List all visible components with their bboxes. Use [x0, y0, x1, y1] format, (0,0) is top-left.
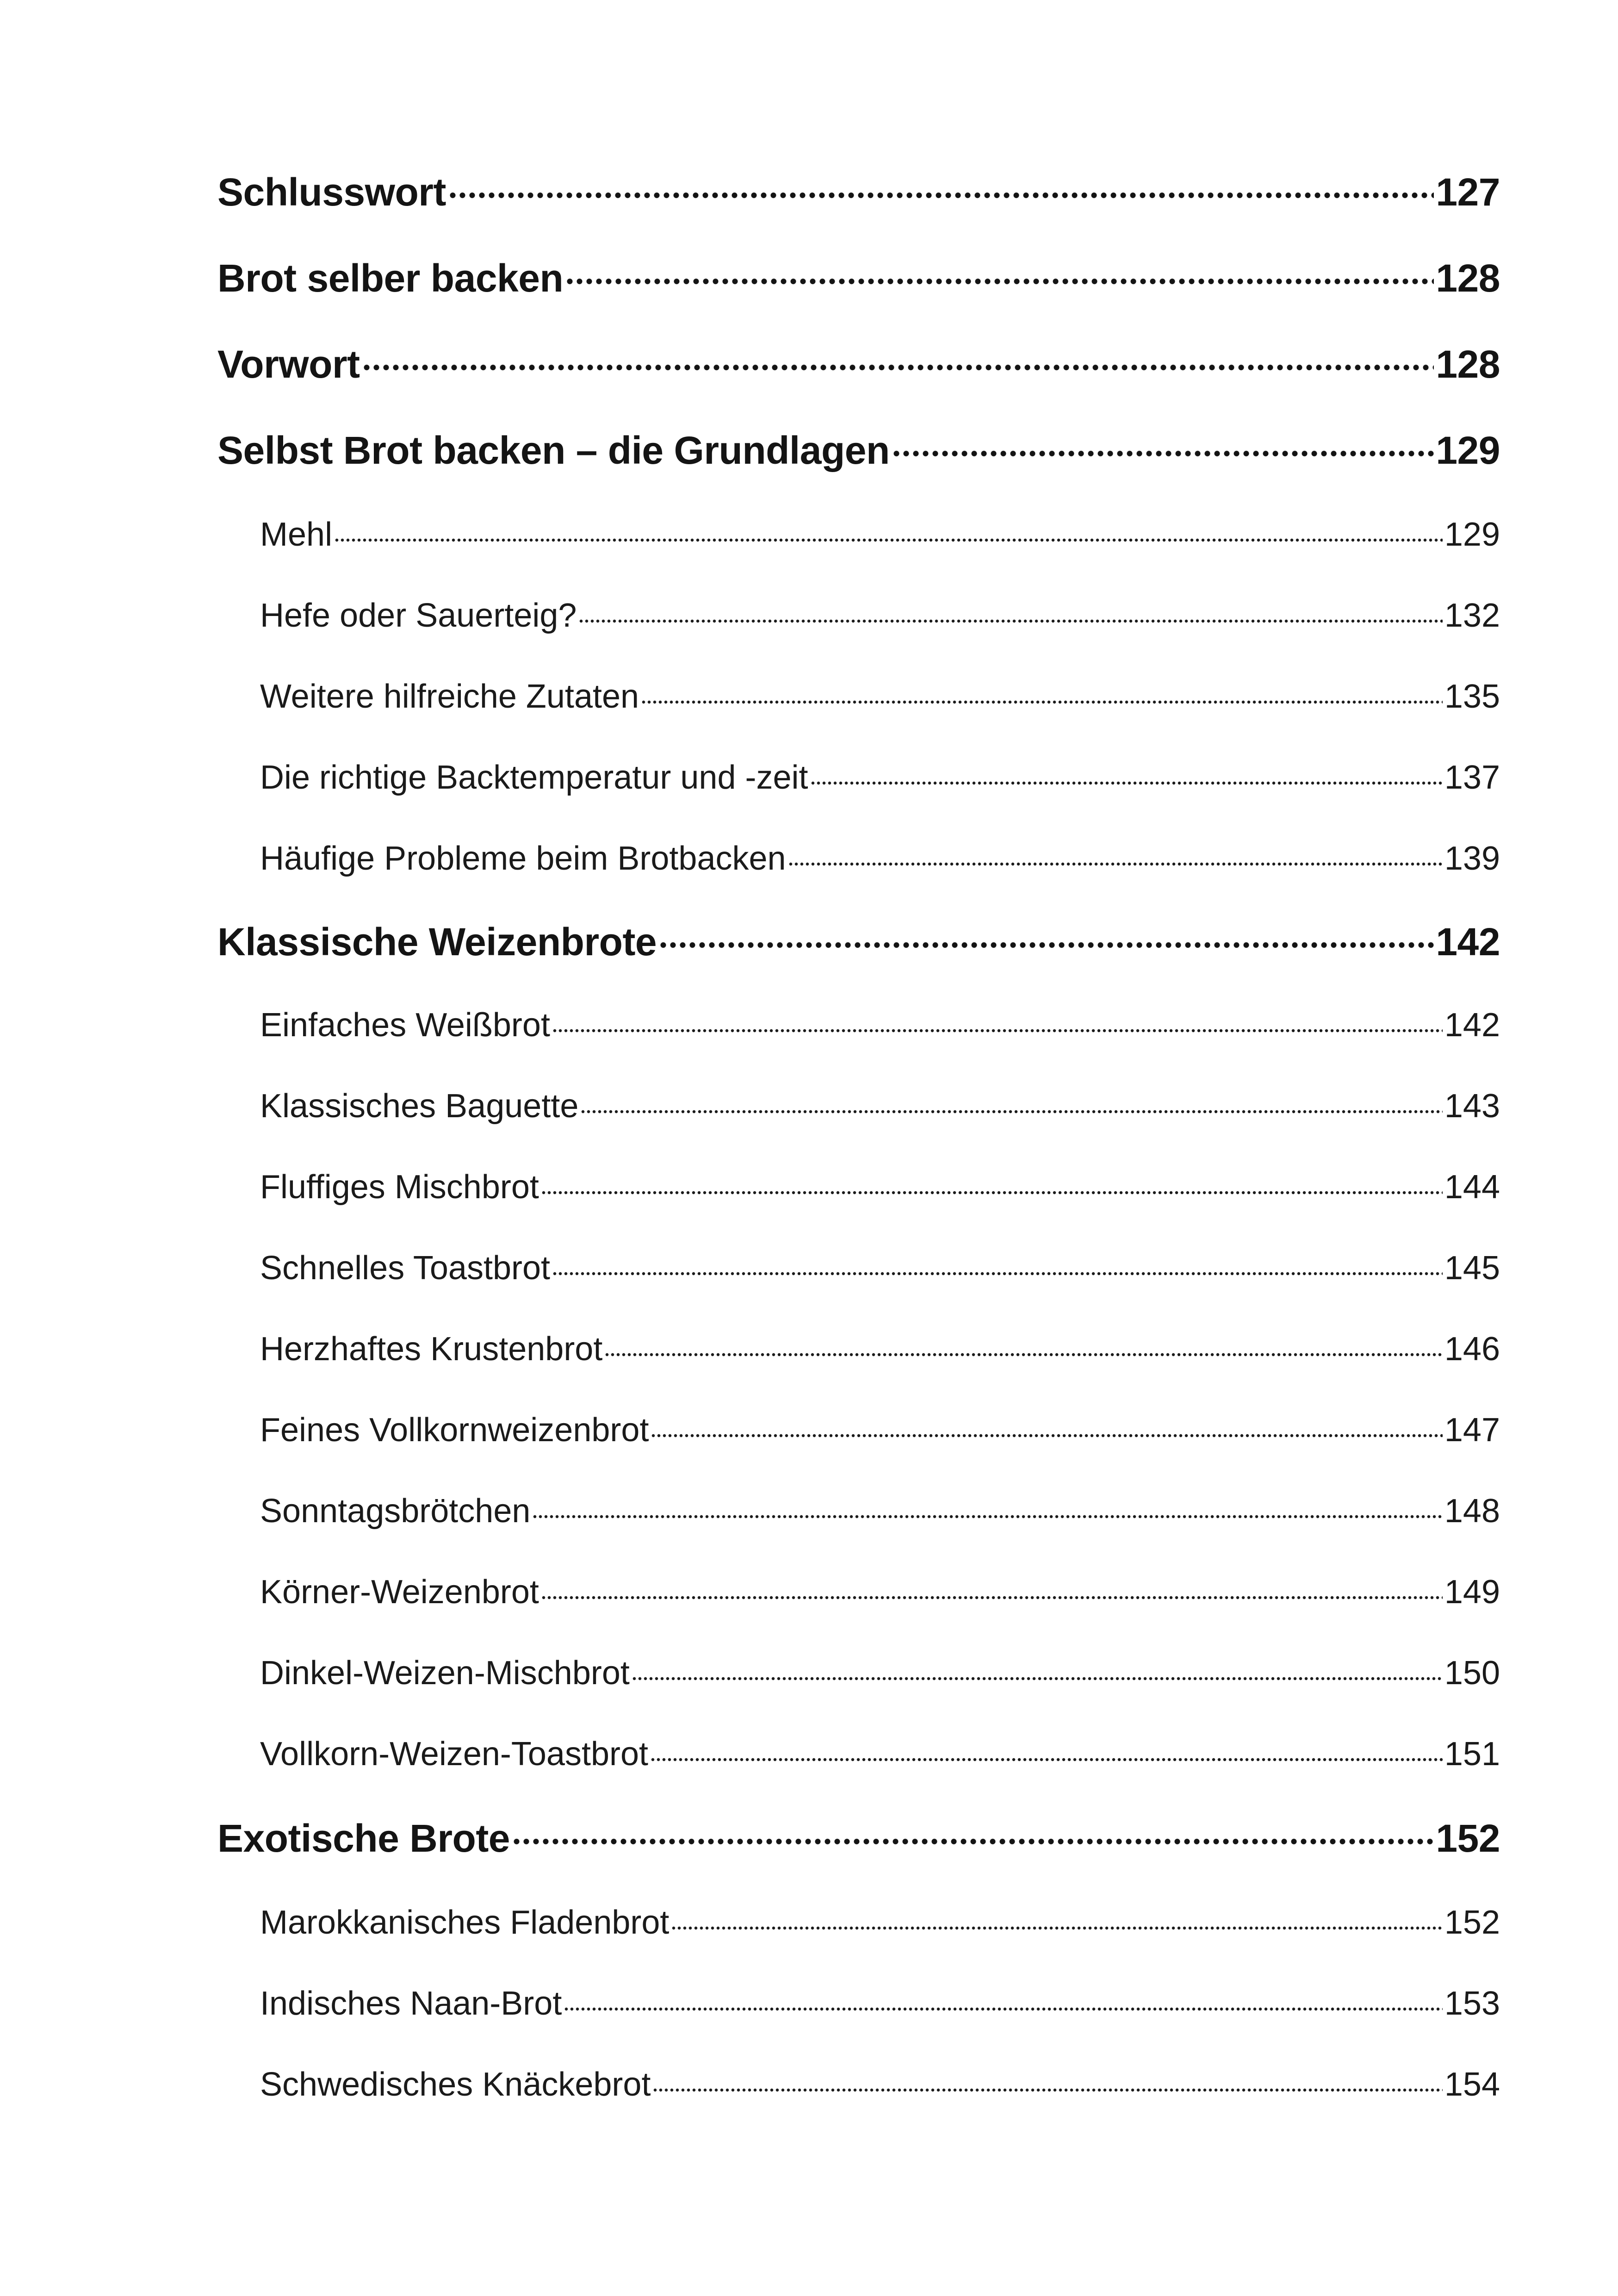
toc-chapter-entry[interactable] [217, 916, 1500, 964]
toc-entry-page-number: 128 [1436, 256, 1500, 300]
toc-section-entry[interactable] [217, 1084, 1500, 1123]
toc-entry-page-number: 153 [1444, 1985, 1500, 2022]
toc-chapter-entry[interactable] [217, 253, 1500, 298]
toc-section-entry[interactable] [217, 593, 1500, 632]
toc-section-entry[interactable] [217, 1246, 1500, 1285]
toc-entry-page-number: 143 [1444, 1088, 1500, 1125]
toc-entry-page-number: 128 [1436, 342, 1500, 386]
toc-section-entry[interactable] [217, 2062, 1500, 2101]
toc-entry-title: Weitere hilfreiche Zutaten [260, 678, 639, 715]
dot-leader [641, 674, 1443, 708]
dot-leader [512, 1813, 1434, 1852]
dot-leader [650, 1732, 1443, 1765]
toc-entry-page-number: 129 [1436, 429, 1500, 472]
toc-entry-page-number: 152 [1444, 1904, 1500, 1941]
toc-entry-title: Klassische Weizenbrote [217, 920, 657, 964]
toc-entry-page-number: 145 [1444, 1250, 1500, 1287]
toc-section-entry[interactable] [217, 1570, 1500, 1609]
dot-leader [788, 836, 1443, 870]
toc-section-entry[interactable] [217, 1165, 1500, 1204]
toc-entry-title: Schnelles Toastbrot [260, 1250, 551, 1287]
toc-section-entry[interactable] [217, 1651, 1500, 1690]
dot-leader [362, 339, 1434, 378]
dot-leader [541, 1165, 1443, 1198]
toc-section-entry[interactable] [217, 1981, 1500, 2020]
toc-entry-title: Dinkel-Weizen-Mischbrot [260, 1655, 630, 1692]
toc-chapter-entry[interactable] [217, 425, 1500, 470]
toc-section-entry[interactable] [217, 674, 1500, 713]
dot-leader [334, 512, 1443, 546]
toc-entry-title: Vollkorn-Weizen-Toastbrot [260, 1736, 649, 1773]
toc-entry-title: Herzhaftes Krustenbrot [260, 1331, 603, 1368]
toc-entry-page-number: 152 [1436, 1817, 1500, 1860]
toc-entry-page-number: 148 [1444, 1493, 1500, 1530]
dot-leader [552, 1003, 1443, 1036]
dot-leader [652, 2062, 1442, 2096]
toc-section-entry[interactable] [217, 836, 1500, 875]
toc-entry-title: Fluffiges Mischbrot [260, 1169, 539, 1206]
dot-leader [580, 1084, 1442, 1117]
toc-section-entry[interactable] [217, 1003, 1500, 1042]
toc-entry-page-number: 149 [1444, 1574, 1500, 1611]
dot-leader [632, 1651, 1443, 1684]
toc-section-entry[interactable] [217, 1327, 1500, 1366]
toc-entry-title: Einfaches Weißbrot [260, 1007, 550, 1044]
toc-entry-title: Schlusswort [217, 170, 446, 214]
toc-entry-title: Brot selber backen [217, 256, 564, 300]
toc-section-entry[interactable] [217, 1732, 1500, 1771]
toc-entry-title: Feines Vollkornweizenbrot [260, 1412, 649, 1449]
toc-entry-page-number: 151 [1444, 1736, 1500, 1773]
toc-entry-title: Körner-Weizenbrot [260, 1574, 539, 1611]
toc-entry-page-number: 154 [1444, 2066, 1500, 2103]
toc-entry-title: Hefe oder Sauerteig? [260, 597, 577, 634]
dot-leader [604, 1327, 1443, 1360]
toc-chapter-entry[interactable] [217, 1813, 1500, 1858]
dot-leader [892, 425, 1434, 464]
dot-leader [810, 755, 1443, 789]
toc-entry-page-number: 127 [1436, 170, 1500, 214]
toc-entry-title: Sonntagsbrötchen [260, 1493, 531, 1530]
toc-entry-title: Marokkanisches Fladenbrot [260, 1904, 670, 1941]
toc-chapter-entry[interactable] [217, 339, 1500, 384]
toc-entry-page-number: 139 [1444, 840, 1500, 877]
toc-entry-page-number: 132 [1444, 597, 1500, 634]
toc-entry-page-number: 137 [1444, 759, 1500, 796]
dot-leader [578, 593, 1442, 627]
toc-entry-page-number: 146 [1444, 1331, 1500, 1368]
toc-section-entry[interactable] [217, 1900, 1500, 1939]
toc-entry-title: Häufige Probleme beim Brotbacken [260, 840, 786, 877]
toc-section-entry[interactable] [217, 1489, 1500, 1528]
toc-entry-title: Exotische Brote [217, 1817, 510, 1860]
toc-entry-page-number: 150 [1444, 1655, 1500, 1692]
toc-entry-title: Vorwort [217, 342, 360, 386]
dot-leader [671, 1900, 1442, 1934]
dot-leader [541, 1570, 1443, 1603]
toc-entry-page-number: 144 [1444, 1169, 1500, 1206]
toc-entry-title: Schwedisches Knäckebrot [260, 2066, 651, 2103]
toc-entry-page-number: 142 [1444, 1007, 1500, 1044]
toc-section-entry[interactable] [217, 1408, 1500, 1447]
dot-leader [651, 1408, 1442, 1441]
dot-leader [564, 1981, 1443, 2015]
dot-leader [532, 1489, 1442, 1522]
dot-leader [552, 1246, 1443, 1279]
toc-entry-title: Indisches Naan-Brot [260, 1985, 562, 2022]
dot-leader [658, 916, 1434, 955]
toc-chapter-entry[interactable] [217, 167, 1500, 212]
toc-section-entry[interactable] [217, 512, 1500, 551]
toc-entry-page-number: 142 [1436, 920, 1500, 964]
dot-leader [565, 253, 1434, 292]
toc-entry-title: Mehl [260, 516, 333, 553]
toc-entry-title: Die richtige Backtemperatur und -zeit [260, 759, 808, 796]
toc-entry-title: Selbst Brot backen – die Grundlagen [217, 429, 890, 472]
toc-entry-page-number: 135 [1444, 678, 1500, 715]
toc-entry-title: Klassisches Baguette [260, 1088, 579, 1125]
toc-section-entry[interactable] [217, 755, 1500, 794]
toc-entry-page-number: 129 [1444, 516, 1500, 553]
toc-entry-page-number: 147 [1444, 1412, 1500, 1449]
dot-leader [448, 167, 1434, 205]
